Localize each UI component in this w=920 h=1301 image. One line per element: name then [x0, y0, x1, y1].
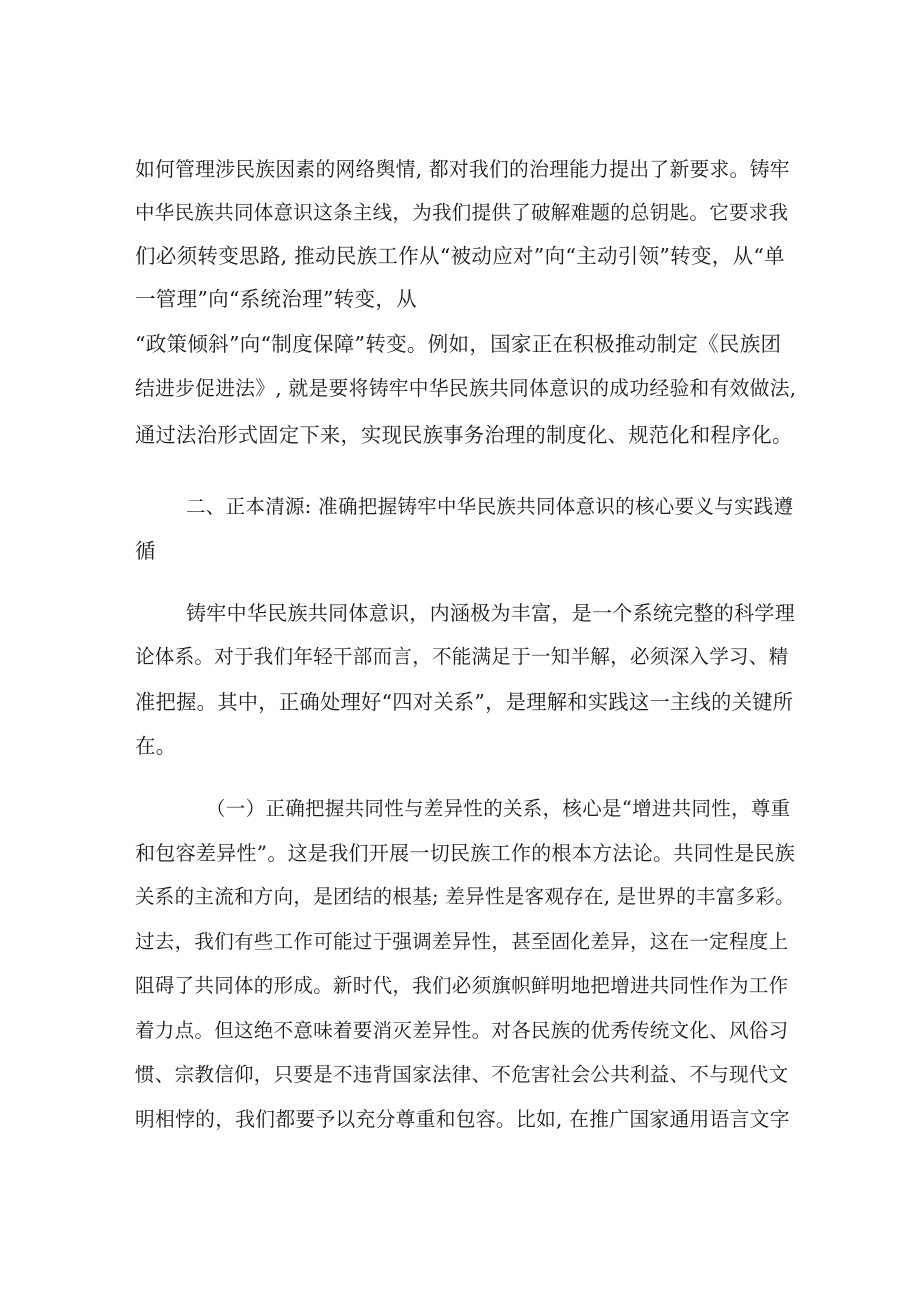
paragraph-line: 在。	[135, 734, 177, 758]
paragraph-line: “政策倾斜”向“制度保障”转变。例如，国家正在积极推动制定《民族团	[135, 332, 782, 356]
paragraph-line: 们必须转变思路, 推动民族工作从“被动应对”向“主动引领”转变，从“单	[135, 244, 785, 268]
paragraph-line: 准把握。其中，正确处理好“四对关系”，是理解和实践这一主线的关键所	[135, 690, 794, 714]
paragraph-line: 一管理”向“系统治理”转变，从	[135, 287, 417, 311]
paragraph-line: 明相悖的，我们都要予以充分尊重和包容。比如, 在推广国家通用语言文字	[135, 1108, 790, 1131]
section-heading: 二、正本清源: 准确把握铸牢中华民族共同体意识的核心要义与实践遵	[186, 495, 794, 518]
paragraph-line: 如何管理涉民族因素的网络舆情, 都对我们的治理能力提出了新要求。铸牢	[135, 158, 790, 181]
paragraph-line: 中华民族共同体意识这条主线，为我们提供了破解难题的总钥匙。它要求我	[135, 201, 789, 224]
paragraph-line: 阻碍了共同体的形成。新时代，我们必须旗帜鲜明地把增进共同性作为工作	[135, 974, 789, 997]
paragraph-line: 着力点。但这绝不意味着要消灭差异性。对各民族的优秀传统文化、风俗习	[135, 1019, 789, 1042]
paragraph-line: 论体系。对于我们年轻干部而言，不能满足于一知半解，必须深入学习、精	[135, 645, 789, 668]
paragraph-line: 过去，我们有些工作可能过于强调差异性，甚至固化差异，这在一定程度上	[135, 930, 789, 953]
paragraph-line: 关系的主流和方向，是团结的根基; 差异性是客观存在, 是世界的丰富多彩。	[135, 885, 795, 908]
paragraph-line: 惯、宗教信仰，只要是不违背国家法律、不危害社会公共利益、不与现代文	[135, 1063, 789, 1086]
paragraph-line: 铸牢中华民族共同体意识，内涵极为丰富，是一个系统完整的科学理	[186, 601, 795, 625]
section-heading-cont: 循	[135, 539, 156, 563]
paragraph-line: 和包容差异性”。这是我们开展一切民族工作的根本方法论。共同性是民族	[135, 841, 796, 865]
paragraph-line: 通过法治形式固定下来，实现民族事务治理的制度化、规范化和程序化。	[135, 423, 793, 447]
subsection-heading: （一）正确把握共同性与差异性的关系，核心是“增进共同性，尊重	[206, 797, 791, 820]
paragraph-line: 结进步促进法》, 就是要将铸牢中华民族共同体意识的成功经验和有效做法,	[135, 377, 797, 400]
